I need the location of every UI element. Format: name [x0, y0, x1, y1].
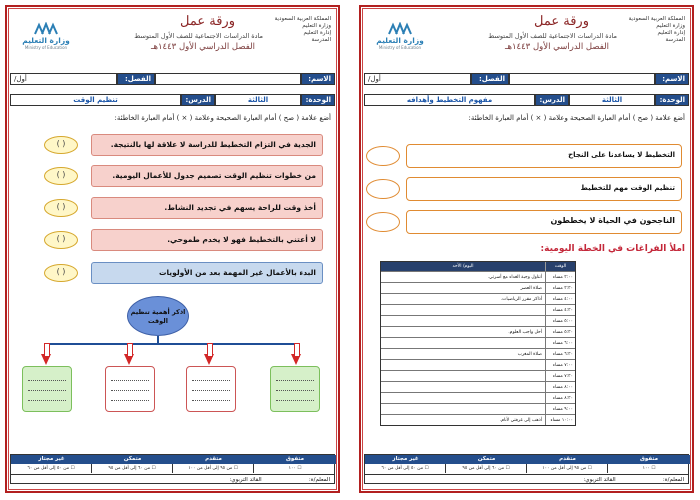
moe-logo: وزارة التعليم Ministry of Education [370, 22, 430, 50]
statement-1: التخطيط لا يساعدنا على النجاح [406, 144, 682, 168]
schedule-row [381, 414, 575, 425]
course-line: مادة الدراسات الاجتماعية للصف الأول المتوسط [488, 32, 617, 40]
grading-rubric: غير مجتاز متمكن متقدم متفوق من ٥٠ إلى أقل من ٦٠ ☐ من ٦٠ إلى أقل من ٩٥ ☐ من ٩٥ إلى أقل من ١٠٠ ☐ ١٠٠ ☐ المعلم/ة: القائد التربوي: [10, 454, 335, 484]
worksheet-title: ورقة عمل [180, 14, 235, 29]
worksheet-header [10, 12, 335, 64]
schedule-time: ٥:٠٠ مساء [545, 316, 575, 326]
course-line: مادة الدراسات الاجتماعية للصف الأول المتوسط [134, 32, 263, 40]
worksheet-left [2, 2, 343, 496]
schedule-time: ٨:٠٠ مساء [545, 382, 575, 392]
arrow-down-icon [204, 354, 214, 365]
kingdom-lines: المملكة العربية السعودية وزارة التعليم إدارة التعليم المدرسة [628, 16, 685, 43]
rubric-option[interactable]: من ٥٠ إلى أقل من ٦٠ ☐ [11, 464, 92, 473]
answer-oval-5[interactable]: ( ) [44, 264, 78, 282]
moe-logo: وزارة التعليم Ministry of Education [16, 22, 76, 50]
schedule-time: ٥:٣٠ مساء [545, 327, 575, 337]
answer-oval-3[interactable] [366, 212, 400, 232]
schedule-row [381, 337, 575, 348]
grading-rubric: غير مجتاز متمكن متقدم متفوق من ٥٠ إلى أقل من ٦٠ ☐ من ٦٠ إلى أقل من ٩٥ ☐ من ٩٥ إلى أقل من ١٠٠ ☐ ١٠٠ ☐ المعلم/ة: القائد التربوي: [364, 454, 689, 484]
schedule-row [381, 293, 575, 304]
answer-oval-2[interactable]: ( ) [44, 167, 78, 185]
schedule-time: ٣:٠٠ مساء [545, 272, 575, 282]
arrow-down-icon [124, 354, 134, 365]
schedule-time: ٧:٠٠ مساء [545, 360, 575, 370]
schedule-header-activity: اليوم/ الأحد [452, 264, 474, 269]
instruction: أضع علامة ( صح ) أمام العبارة الصحيحة وعلامة ( × ) أمام العبارة الخاطئة: [468, 114, 685, 122]
unit-row: الوحدة: الثالثة الدرس: مفهوم التخطيط وأهدافه [364, 94, 689, 106]
rubric-option[interactable]: من ٦٠ إلى أقل من ٩٥ ☐ [446, 464, 527, 473]
rubric-option[interactable]: من ٩٥ إلى أقل من ١٠٠ ☐ [173, 464, 254, 473]
statement-5: البدء بالأعمال غير المهمة بعد من الأولويات [91, 262, 323, 284]
schedule-activity[interactable] [381, 404, 545, 414]
schedule-time: ٣:٣٠ مساء [545, 283, 575, 293]
instruction: أضع علامة ( صح ) أمام العبارة الصحيحة وعلامة ( × ) أمام العبارة الخاطئة: [114, 114, 331, 122]
schedule-activity[interactable] [381, 382, 545, 392]
rubric-option[interactable]: من ٦٠ إلى أقل من ٩٥ ☐ [92, 464, 173, 473]
schedule-time: ٩:٠٠ مساء [545, 404, 575, 414]
schedule-row [381, 403, 575, 414]
name-field[interactable] [509, 73, 655, 85]
answer-oval-4[interactable]: ( ) [44, 231, 78, 249]
answer-box-4[interactable] [270, 366, 320, 412]
answer-box-3[interactable] [186, 366, 236, 412]
schedule-row [381, 282, 575, 293]
schedule-row [381, 381, 575, 392]
answer-oval-3[interactable]: ( ) [44, 199, 78, 217]
term-line: الفصل الدراسي الأول ١٤٤٣هـ [505, 42, 609, 52]
schedule-time: ٤:٠٠ مساء [545, 294, 575, 304]
schedule-activity[interactable] [381, 371, 545, 381]
schedule-time: ٨:٣٠ مساء [545, 393, 575, 403]
statement-3: الناجحون في الحياة لا يخططون [406, 210, 682, 234]
schedule-row [381, 326, 575, 337]
rubric-option[interactable]: ١٠٠ ☐ [642, 466, 656, 471]
class-field[interactable]: أول/ [10, 73, 117, 85]
schedule-row [381, 359, 575, 370]
schedule-row [381, 304, 575, 315]
answer-oval-2[interactable] [366, 179, 400, 199]
name-row: الاسم: الفصل: أول/ [364, 73, 689, 85]
arrow-down-icon [41, 354, 51, 365]
worksheet-title: ورقة عمل [534, 14, 589, 29]
schedule-row [381, 315, 575, 326]
schedule-time: ٦:٠٠ مساء [545, 338, 575, 348]
unit-row: الوحدة: الثالثة الدرس: تنظيم الوقت [10, 94, 335, 106]
schedule-title: املأ الفراغات في الخطة اليومية: [540, 244, 685, 254]
statement-2: تنظيم الوقت مهم للتخطيط [406, 177, 682, 201]
schedule-time: ٤:٣٠ مساء [545, 305, 575, 315]
statement-1: الجدية في التزام التخطيط للدراسة لا علاقة لها بالنتيجة. [91, 134, 323, 156]
rubric-option[interactable]: من ٩٥ إلى أقل من ١٠٠ ☐ [527, 464, 608, 473]
schedule-activity: أتناول وجبة الغداء مع أسرتي. [487, 275, 542, 280]
schedule-header-time: الوقت [545, 262, 575, 271]
moe-logo-icon [33, 22, 59, 36]
schedule-activity[interactable] [381, 393, 545, 403]
rubric-option[interactable]: ١٠٠ ☐ [288, 466, 302, 471]
answer-oval-1[interactable] [366, 146, 400, 166]
class-field[interactable]: أول/ [364, 73, 471, 85]
schedule-activity[interactable] [381, 338, 545, 348]
schedule-activity[interactable] [381, 316, 545, 326]
answer-box-1[interactable] [22, 366, 72, 412]
worksheet-header [364, 12, 689, 64]
arrow-down-icon [291, 354, 301, 365]
statement-3: أخذ وقت للراحة يسهم في تجديد النشاط. [91, 197, 323, 219]
moe-logo-icon [387, 22, 413, 36]
schedule-activity: صلاة المغرب [517, 352, 542, 357]
answer-oval-1[interactable]: ( ) [44, 136, 78, 154]
schedule-row [381, 271, 575, 282]
lesson-title: تنظيم الوقت [10, 94, 181, 106]
name-field[interactable] [155, 73, 301, 85]
statement-2: من خطوات تنظيم الوقت تصميم جدول للأعمال اليومية. [91, 165, 323, 187]
schedule-row [381, 392, 575, 403]
rubric-option[interactable]: من ٥٠ إلى أقل من ٦٠ ☐ [365, 464, 446, 473]
schedule-activity: أحل واجب العلوم. [508, 330, 542, 335]
schedule-time: ١٠:٠٠ مساء [545, 415, 575, 425]
daily-schedule-table [380, 261, 576, 426]
kingdom-lines: المملكة العربية السعودية وزارة التعليم إدارة التعليم المدرسة [274, 16, 331, 43]
schedule-activity: أذاكر مقرر الرياضيات. [500, 297, 542, 302]
schedule-row [381, 348, 575, 359]
worksheet-right [356, 2, 697, 496]
schedule-time: ٦:٣٠ مساء [545, 349, 575, 359]
schedule-activity: صلاة العصر [520, 286, 542, 291]
schedule-time: ٧:٣٠ مساء [545, 371, 575, 381]
schedule-row [381, 370, 575, 381]
diagram-title-bubble: اذكر أهمية تنظيم الوقت [127, 296, 189, 336]
schedule-activity[interactable] [381, 305, 545, 315]
schedule-activity[interactable] [381, 360, 545, 370]
statement-4: لا أعتني بالتخطيط فهو لا يخدم طموحي. [91, 229, 323, 251]
lesson-title: مفهوم التخطيط وأهدافه [364, 94, 535, 106]
schedule-activity: أذهب إلى غرفتي لأنام. [499, 418, 542, 423]
answer-box-2[interactable] [105, 366, 155, 412]
name-row: الاسم: الفصل: أول/ [10, 73, 335, 85]
term-line: الفصل الدراسي الأول ١٤٤٣هـ [151, 42, 255, 52]
